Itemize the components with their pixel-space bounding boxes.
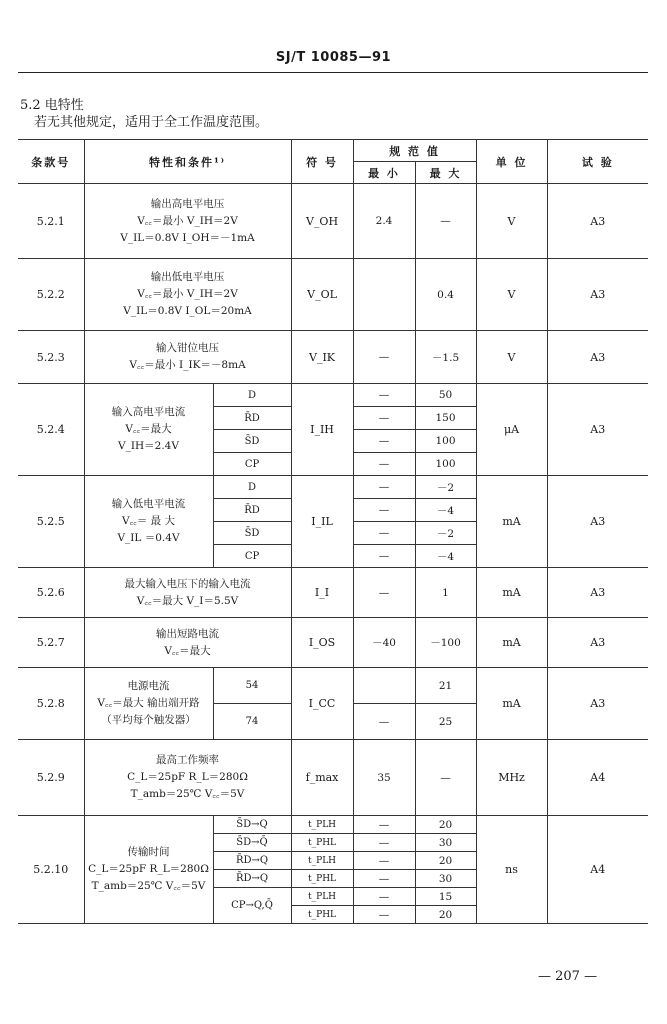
item-number: 5.2.2 [18,259,84,331]
item-number: 5.2.3 [18,331,84,384]
spec-table-wrapper [18,139,648,924]
pin-label: S̄D [213,430,291,453]
table-row [18,618,648,668]
min-cell: — [353,522,415,545]
condition-cell [84,618,291,668]
symbol-cell: t_PLH [291,852,353,870]
condition-line: 输入高电平电流 [111,406,186,418]
max-cell: 20 [415,906,476,924]
min-cell: — [353,568,415,618]
max-cell: 100 [415,453,476,476]
item-number: 5.2.8 [18,668,84,740]
page-number: — 207 — [538,969,598,984]
symbol-cell: V_IK [291,331,353,384]
table-row [18,184,648,259]
section-title: 5.2 电特性 [20,98,84,113]
table-row [18,740,648,816]
condition-line: V_IL＝0.8V I_OL＝20mA [123,305,252,317]
table-row [18,384,648,407]
series-label: 74 [213,704,291,740]
table-row [18,476,648,499]
min-cell [353,668,415,704]
condition-line: 输入低电平电流 [111,498,186,510]
header-item-no: 条款号 [18,140,84,184]
min-cell: — [353,453,415,476]
max-cell: 21 [415,668,476,704]
condition-line: C_L＝25pF R_L＝280Ω [127,771,248,783]
test-cell: A3 [547,476,648,568]
symbol-cell: t_PHL [291,906,353,924]
condition-line: （平均每个触发器） [101,714,196,726]
max-cell: －4 [415,499,476,522]
symbol-cell: I_IH [291,384,353,476]
min-cell: －40 [353,618,415,668]
table-row [18,331,648,384]
max-cell: — [415,184,476,259]
unit-cell: mA [476,568,547,618]
section-note: 若无其他规定，适用于全工作温度范围。 [34,115,269,130]
table-row [18,816,648,834]
item-number: 5.2.5 [18,476,84,568]
min-cell: — [353,430,415,453]
symbol-cell: I_IL [291,476,353,568]
pin-label: R̄D [213,407,291,430]
symbol-cell: I_I [291,568,353,618]
condition-line: V꜀꜀＝最大 [125,423,172,435]
min-cell: — [353,888,415,906]
condition-line: V꜀꜀＝ 最 大 [121,515,176,527]
symbol-cell: t_PHL [291,870,353,888]
condition-line: 输出短路电流 [156,627,219,640]
condition-line: V꜀꜀＝最小 V_IH＝2V [137,288,238,300]
header-spec-value: 规 范 值 [353,140,476,162]
max-cell: 30 [415,834,476,852]
header-rule [18,72,648,73]
test-cell: A3 [547,568,648,618]
unit-cell: ns [476,816,547,924]
test-cell: A3 [547,384,648,476]
series-label: 54 [213,668,291,704]
symbol-cell: V_OL [291,259,353,331]
max-cell: 50 [415,384,476,407]
condition-line: V_IL＝0.8V I_OH＝－1mA [120,231,255,244]
symbol-cell: I_OS [291,618,353,668]
condition-line: 最高工作频率 [156,754,219,766]
condition-line: C_L＝25pF R_L＝280Ω [88,863,209,875]
header-max: 最 大 [415,162,476,184]
table-row [18,259,648,331]
pin-label: S̄D [213,522,291,545]
unit-cell: mA [476,476,547,568]
max-cell: 20 [415,816,476,834]
condition-line: V꜀꜀＝最小 I_IK＝－8mA [129,359,246,371]
condition-line: V꜀꜀＝最大 V_I＝5.5V [136,594,239,607]
max-cell: 15 [415,888,476,906]
condition-cell [84,568,291,618]
condition-cell [84,184,291,259]
max-cell: －2 [415,522,476,545]
symbol-cell: V_OH [291,184,353,259]
pin-label: R̄D [213,499,291,522]
condition-line: 传输时间 [127,846,170,858]
min-cell: — [353,476,415,499]
symbol-cell: t_PLH [291,816,353,834]
condition-cell [84,816,213,924]
header-min: 最 小 [353,162,415,184]
condition-cell [84,259,291,331]
max-cell: 30 [415,870,476,888]
max-cell: 100 [415,430,476,453]
item-number: 5.2.7 [18,618,84,668]
item-number: 5.2.1 [18,184,84,259]
max-cell: 0.4 [415,259,476,331]
table-row [18,668,648,704]
condition-line: T_amb＝25℃ V꜀꜀＝5V [130,788,245,800]
unit-cell: mA [476,618,547,668]
unit-cell: MHz [476,740,547,816]
pin-label: D [213,384,291,407]
condition-line: V_IH＝2.4V [118,440,179,452]
unit-cell: V [476,184,547,259]
header-test: 试 验 [547,140,648,184]
item-number: 5.2.9 [18,740,84,816]
condition-line: V꜀꜀＝最大 [164,644,211,657]
standard-code: SJ/T 10085—91 [275,50,392,65]
path-label: R̄D→Q [213,870,291,888]
condition-line: T_amb＝25℃ V꜀꜀＝5V [91,880,206,892]
condition-cell [84,331,291,384]
min-cell: — [353,870,415,888]
header-unit: 单 位 [476,140,547,184]
max-cell: －2 [415,476,476,499]
test-cell: A4 [547,816,648,924]
pin-label: D [213,476,291,499]
path-label: R̄D→Q [213,852,291,870]
max-cell: 150 [415,407,476,430]
min-cell: — [353,331,415,384]
unit-cell: V [476,331,547,384]
min-cell: — [353,704,415,740]
header-symbol: 符 号 [291,140,353,184]
unit-cell: V [476,259,547,331]
condition-line: V꜀꜀＝最大 输出端开路 [97,697,200,709]
unit-cell: μA [476,384,547,476]
min-cell: — [353,852,415,870]
max-cell: －1.5 [415,331,476,384]
symbol-cell: t_PHL [291,834,353,852]
unit-cell: mA [476,668,547,740]
max-cell: 20 [415,852,476,870]
min-cell [353,259,415,331]
max-cell: －4 [415,545,476,568]
condition-line: V꜀꜀＝最小 V_IH＝2V [137,214,238,227]
condition-line: 电源电流 [127,680,170,692]
min-cell: — [353,384,415,407]
symbol-cell: t_PLH [291,888,353,906]
condition-line: V_IL ＝0.4V [117,532,180,544]
item-number: 5.2.10 [18,816,84,924]
symbol-cell: f_max [291,740,353,816]
min-cell: — [353,499,415,522]
test-cell: A3 [547,331,648,384]
test-cell: A3 [547,618,648,668]
symbol-cell: I_CC [291,668,353,740]
path-label: S̄D→Q̄ [213,834,291,852]
path-label: CP→Q,Q̄ [213,888,291,924]
table-row [18,568,648,618]
condition-cell [84,384,213,476]
max-cell: 25 [415,704,476,740]
test-cell: A3 [547,259,648,331]
condition-line: 输出高电平电压 [150,197,225,210]
min-cell: — [353,407,415,430]
max-cell: — [415,740,476,816]
min-cell: — [353,816,415,834]
test-cell: A3 [547,668,648,740]
condition-line: 最大输入电压下的输入电流 [124,577,251,590]
max-cell: 1 [415,568,476,618]
test-cell: A3 [547,184,648,259]
item-number: 5.2.6 [18,568,84,618]
spec-table [18,139,648,924]
min-cell: — [353,834,415,852]
min-cell: — [353,545,415,568]
min-cell: — [353,906,415,924]
condition-cell [84,668,213,740]
test-cell: A4 [547,740,648,816]
condition-line: 输入钳位电压 [156,342,219,354]
pin-label: CP [213,453,291,476]
path-label: S̄D→Q [213,816,291,834]
condition-cell [84,476,213,568]
max-cell: －100 [415,618,476,668]
min-cell: 2.4 [353,184,415,259]
pin-label: CP [213,545,291,568]
header-conditions: 特性和条件¹⁾ [84,140,291,184]
condition-cell [84,740,291,816]
item-number: 5.2.4 [18,384,84,476]
condition-line: 输出低电平电压 [150,271,225,283]
min-cell: 35 [353,740,415,816]
